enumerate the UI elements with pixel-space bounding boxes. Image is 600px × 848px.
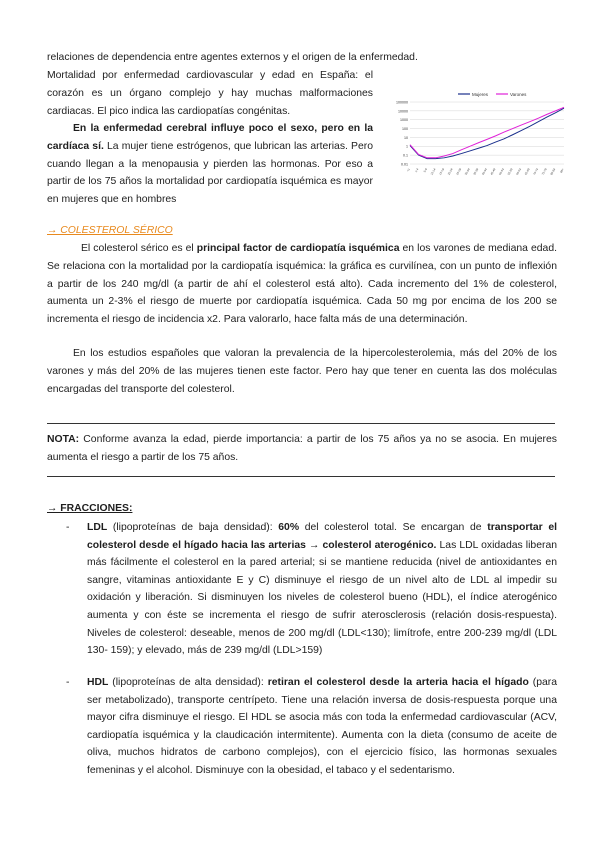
- chart-xtick-label: 5-9: [422, 167, 428, 174]
- chart-xtick-label: 45-49: [489, 167, 497, 176]
- chart-xtick-label: 40-44: [480, 167, 488, 176]
- hdl-text: HDL (lipoproteínas de alta densidad): retiran el colesterol desde la arteria hacia el hígado (para ser metabolizado), transporte centrípeto. Tiene una relación inversa de dosis-respuesta porque una mayor cifra disminuye el riesgo. El HDL se asocia más con toda la enfermedad cardiovascular (ACV, cardiopatía isquémica y la claudicación intermitente). Aumenta con la dieta (consumo de aceite de oliva, muchos hidratos de carbono complejos), con el ejercicio físico, las hormonas sexuales femeninas y el alcohol. Disminuye con la obesidad, el tabaco y el sedentarismo.: [87, 677, 557, 776]
- chart-ytick-label: 10000: [398, 109, 408, 114]
- fracciones-heading: → FRACCIONES:: [47, 503, 133, 514]
- chart-xtick-label: <1: [405, 167, 411, 173]
- brain-rest: La mujer tiene estrógenos, que lubrican las arterias. Pero cuando llegan a la menopausia y pierden las hormonas. Por eso a partir de los 75 años la mortalidad por cardiopatía isquémica es mayor en mujeres que en hombres: [47, 140, 373, 206]
- ldl-text: LDL (lipoproteínas de baja densidad): 60% del colesterol total. Se encargan de transportar el colesterol desde el hígado hacia las arterias → colesterol aterogénico. Las LDL oxidadas liberan más fácilmente el colesterol en la pared arterial; si se mantiene reducida (nivel de antioxidantes en sangre, vitaminas antioxidante E y C) disminuye el riesgo de un nivel alto de LDL al impedir su oxidación y liberación. Si disminuyen los niveles de colesterol bueno (HDL), el índice aterogénico aumenta y con éste se incrementa el riesgo de sufrir aterosclerosis (relación dosis-respuesta). Niveles de colesterol: deseable, menos de 200 mg/dl (LDL<130); limítrofe, entre 200-239 mg/dl (LDL 130- 159); y elevado, más de 239 mg/dl (LDL>159): [87, 522, 558, 657]
- divider-bottom: [47, 476, 555, 477]
- chart-xtick-label: 1-4: [413, 167, 420, 174]
- legend-label-varones: Varones: [510, 92, 527, 97]
- chart-xtick-label: 35-39: [472, 167, 480, 176]
- chart-ytick-label: 100: [402, 126, 408, 131]
- brain-bold: En la enfermedad cerebral influye poco el sexo, pero en la cardíaca sí.: [47, 123, 373, 152]
- chart-ytick-label: 10: [404, 135, 408, 140]
- chart-xtick-label: 75-79: [540, 167, 548, 176]
- mortality-chart: [388, 88, 568, 178]
- divider-top: [47, 423, 555, 424]
- prevalencia-paragraph: En los estudios españoles que valoran la prevalencia de la hipercolesterolemia, más del 20% de los varones y más del 20% de las mujeres tienen este factor. Pero hay que tener en cuenta las dos moléculas encargadas del transporte del colesterol.: [47, 348, 557, 395]
- chart-xtick-label: 20-24: [446, 167, 454, 176]
- chart-xtick-label: 65-69: [523, 167, 531, 176]
- chart-ytick-label: 1: [406, 144, 408, 149]
- nota-paragraph: NOTA: Conforme avanza la edad, pierde importancia: a partir de los 75 años ya no se asocia. En mujeres aumenta el riesgo a partir de los 75 años.: [47, 434, 557, 463]
- chart-ytick-label: 1000: [400, 118, 408, 123]
- chart-ytick-label: 100000: [396, 100, 408, 105]
- chart-xtick-label: 55-59: [506, 167, 514, 176]
- nota-label: NOTA:: [47, 434, 80, 445]
- brain-paragraph: [47, 120, 373, 209]
- colesterol-bold: principal factor de cardiopatía isquémica: [196, 243, 400, 254]
- chart-xtick-label: 70-74: [532, 167, 540, 176]
- chart-xtick-label: 60-64: [515, 167, 523, 176]
- chart-xtick-label: 10-14: [429, 167, 437, 176]
- chart-xtick-label: 80-84: [549, 167, 557, 176]
- chart-xtick-label: 85+: [559, 167, 565, 174]
- intro-line: relaciones de dependencia entre agentes externos y el origen de la enfermedad.: [47, 52, 418, 63]
- chart-ytick-label: 0.1: [403, 153, 408, 158]
- list-dash: -: [66, 677, 70, 688]
- list-dash: -: [66, 522, 70, 533]
- chart-ytick-label: 0.01: [401, 162, 408, 167]
- list-item-ldl: [47, 519, 557, 660]
- chart-xtick-label: 15-19: [438, 167, 446, 176]
- colesterol-heading: → COLESTEROL SÉRICO: [47, 225, 173, 236]
- chart-xtick-label: 30-34: [463, 167, 471, 176]
- colesterol-paragraph: El colesterol sérico es el principal factor de cardiopatía isquémica en los varones de mediana edad. Se relaciona con la mortalidad por la cardiopatía isquémica: la gráfica es curvilínea, con un punto de inflexión a partir de los 240 mg/dl (a partir de ahí el colesterol está alto). Cada incremento del 1% de colesterol, aumenta un 2-3% el riesgo de muerte por cardiopatía isquémica. Cada 50 mg por encima de los 200 se incrementa el riesgo de incidencia x2. Para valorarlo, hace falta más de una determinación.: [47, 243, 557, 326]
- legend-label-mujeres: Mujeres: [472, 92, 489, 97]
- chart-xtick-label: 25-29: [455, 167, 463, 176]
- mortality-paragraph: Mortalidad por enfermedad cardiovascular y edad en España: el corazón es un órgano complejo y hay muchas malformaciones cardiacas. El pico indica las cardiopatías congénitas.: [47, 70, 373, 117]
- list-item-hdl: [47, 674, 557, 780]
- chart-xtick-label: 50-54: [497, 167, 505, 176]
